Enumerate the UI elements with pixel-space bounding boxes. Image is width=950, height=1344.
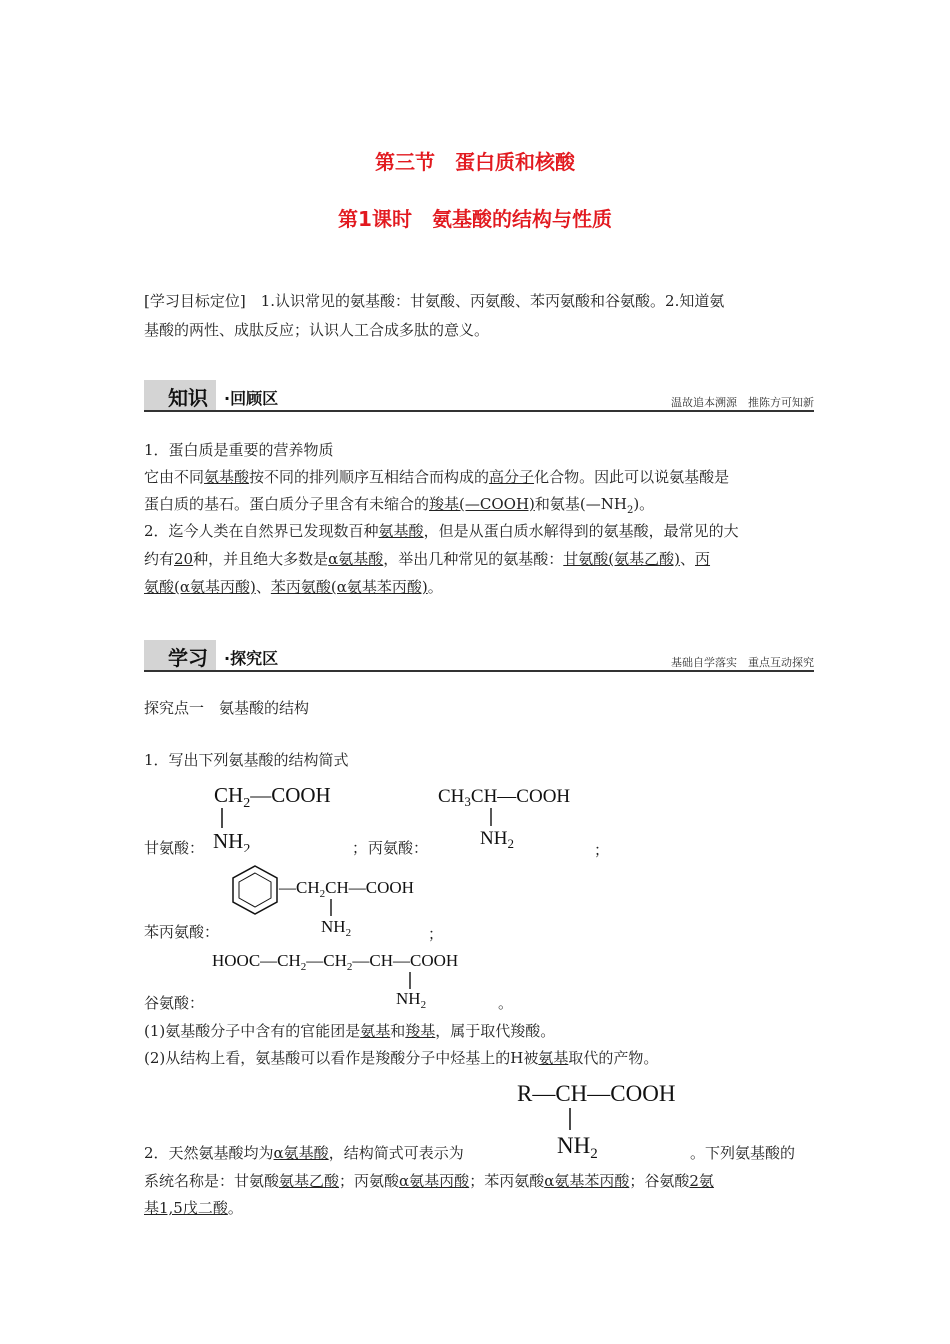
separator: 。 xyxy=(498,994,514,1012)
separator: ； xyxy=(428,925,444,943)
answer-blank: α氨基酸 xyxy=(273,1144,329,1162)
answer-blank: 氨基 xyxy=(360,1022,391,1040)
svg-text:NH2: $NH_2$ xyxy=(557,1133,598,1160)
answer-blank: 氨基 xyxy=(538,1049,569,1067)
review-line-5: 约有20种，并且绝大多数是α氨基酸，举出几种常见的氨基酸：甘氨酸(氨基乙酸)、丙 xyxy=(144,550,711,568)
lesson-title: 第1课时 氨基酸的结构与性质 xyxy=(338,207,612,231)
system-names-line-2: 基1,5戊二酸。 xyxy=(144,1199,243,1217)
review-line-2: 它由不同氨基酸按不同的排列顺序互相结合而构成的高分子化合物。因此可以说氨基酸是 xyxy=(144,468,730,486)
answer-blank: 基1,5戊二酸 xyxy=(144,1199,228,1217)
section-header-explore xyxy=(144,640,814,672)
benzene-ring-icon xyxy=(239,873,271,907)
section-motto: 基础自学落实 重点互动探究 xyxy=(671,656,814,669)
svg-text:NH2: $NH_2$ xyxy=(213,829,251,852)
section-subtitle: ·探究区 xyxy=(224,649,279,668)
svg-text:CH3CH—COOH: $CH_3CH—COOH$ xyxy=(438,786,571,809)
alanine-formula xyxy=(436,782,606,852)
answer-blank: 2氨 xyxy=(689,1172,714,1190)
phenylalanine-label: 苯丙氨酸： xyxy=(144,923,220,941)
separator: ； xyxy=(352,839,368,857)
svg-text:R—CH—COOH: R—CH—COOH xyxy=(517,1081,676,1106)
glycine-formula xyxy=(210,780,360,852)
svg-text:NH2: $NH_2$ xyxy=(321,917,352,939)
answer-blank: α氨基酸 xyxy=(328,550,384,568)
answer-blank: 苯丙氨酸(α氨基苯丙酸) xyxy=(270,578,428,596)
review-item-2: 2．迄今人类在自然界已发现数百种氨基酸，但是从蛋白质水解得到的氨基酸，最常见的大 xyxy=(144,522,739,540)
objectives-line-1: [学习目标定位] 1.认识常见的氨基酸：甘氨酸、丙氨酸、苯丙氨酸和谷氨酸。2.知道氨 xyxy=(144,292,725,310)
glutamic-acid-formula xyxy=(210,945,510,1010)
section-motto: 温故追本溯源 推陈方可知新 xyxy=(671,396,814,409)
svg-text:—CH2CH—COOH: $—CH_2CH—COOH$ xyxy=(279,878,414,900)
sub-point-2: (2)从结构上看，氨基酸可以看作是羧酸分子中烃基上的H被氨基取代的产物。 xyxy=(144,1049,659,1067)
question-2-cont: 。下列氨基酸的 xyxy=(690,1144,796,1162)
section-header-review xyxy=(144,380,814,412)
svg-text:HOOC—CH2—CH2—CH—COOH: $HOOC—CH_2—CH_2—CH—COOH$ xyxy=(212,951,459,973)
review-line-6: 氨酸(α氨基丙酸)、苯丙氨酸(α氨基苯丙酸)。 xyxy=(144,578,443,596)
separator: ； xyxy=(594,841,610,859)
svg-text:CH2—COOH: $CH_2—COOH$ xyxy=(214,783,331,811)
svg-text:NH2: $NH_2$ xyxy=(396,989,427,1010)
answer-blank: 氨基乙酸 xyxy=(279,1172,340,1190)
section-subtitle: ·回顾区 xyxy=(224,389,279,408)
answer-blank: 氨基酸 xyxy=(378,522,424,540)
answer-blank: α氨基丙酸 xyxy=(399,1172,470,1190)
answer-blank: 羧基(—COOH) xyxy=(429,495,535,513)
glycine-label: 甘氨酸： xyxy=(144,839,205,857)
explore-point-heading: 探究点一 氨基酸的结构 xyxy=(144,699,310,717)
answer-blank: 甘氨酸(氨基乙酸) xyxy=(563,550,680,568)
answer-blank: 氨酸(α氨基丙酸) xyxy=(144,578,256,596)
answer-blank: 丙 xyxy=(695,550,711,568)
section-title: 学习 xyxy=(168,646,208,670)
alanine-label: 丙氨酸： xyxy=(368,839,429,857)
page-title: 第三节 蛋白质和核酸 xyxy=(375,150,575,174)
objectives-line-2: 基酸的两性、成肽反应；认识人工合成多肽的意义。 xyxy=(144,321,490,339)
glutamic-acid-label: 谷氨酸： xyxy=(144,994,205,1012)
question-1: 1．写出下列氨基酸的结构简式 xyxy=(144,751,349,769)
answer-blank: α氨基苯丙酸 xyxy=(544,1172,630,1190)
question-2: 2．天然氨基酸均为α氨基酸，结构简式可表示为 xyxy=(144,1144,464,1162)
svg-text:NH2: $NH_2$ xyxy=(480,828,514,851)
answer-blank: 氨基酸 xyxy=(204,468,250,486)
system-names-line: 系统名称是：甘氨酸氨基乙酸；丙氨酸α氨基丙酸；苯丙氨酸α氨基苯丙酸；谷氨酸2氨 xyxy=(144,1172,714,1190)
answer-blank: 20 xyxy=(174,550,194,568)
answer-blank: 高分子 xyxy=(489,468,535,486)
sub-point-1: (1)氨基酸分子中含有的官能团是氨基和羧基，属于取代羧酸。 xyxy=(144,1022,556,1040)
phenylalanine-formula xyxy=(225,862,435,942)
answer-blank: 羧基 xyxy=(405,1022,436,1040)
review-item-1: 1．蛋白质是重要的营养物质 xyxy=(144,441,334,459)
general-amino-acid-formula xyxy=(515,1075,695,1160)
section-title: 知识 xyxy=(168,386,208,410)
review-line-3: 蛋白质的基石。蛋白质分子里含有未缩合的羧基(—COOH)和氨基$(—NH_2)$。 xyxy=(144,495,655,516)
